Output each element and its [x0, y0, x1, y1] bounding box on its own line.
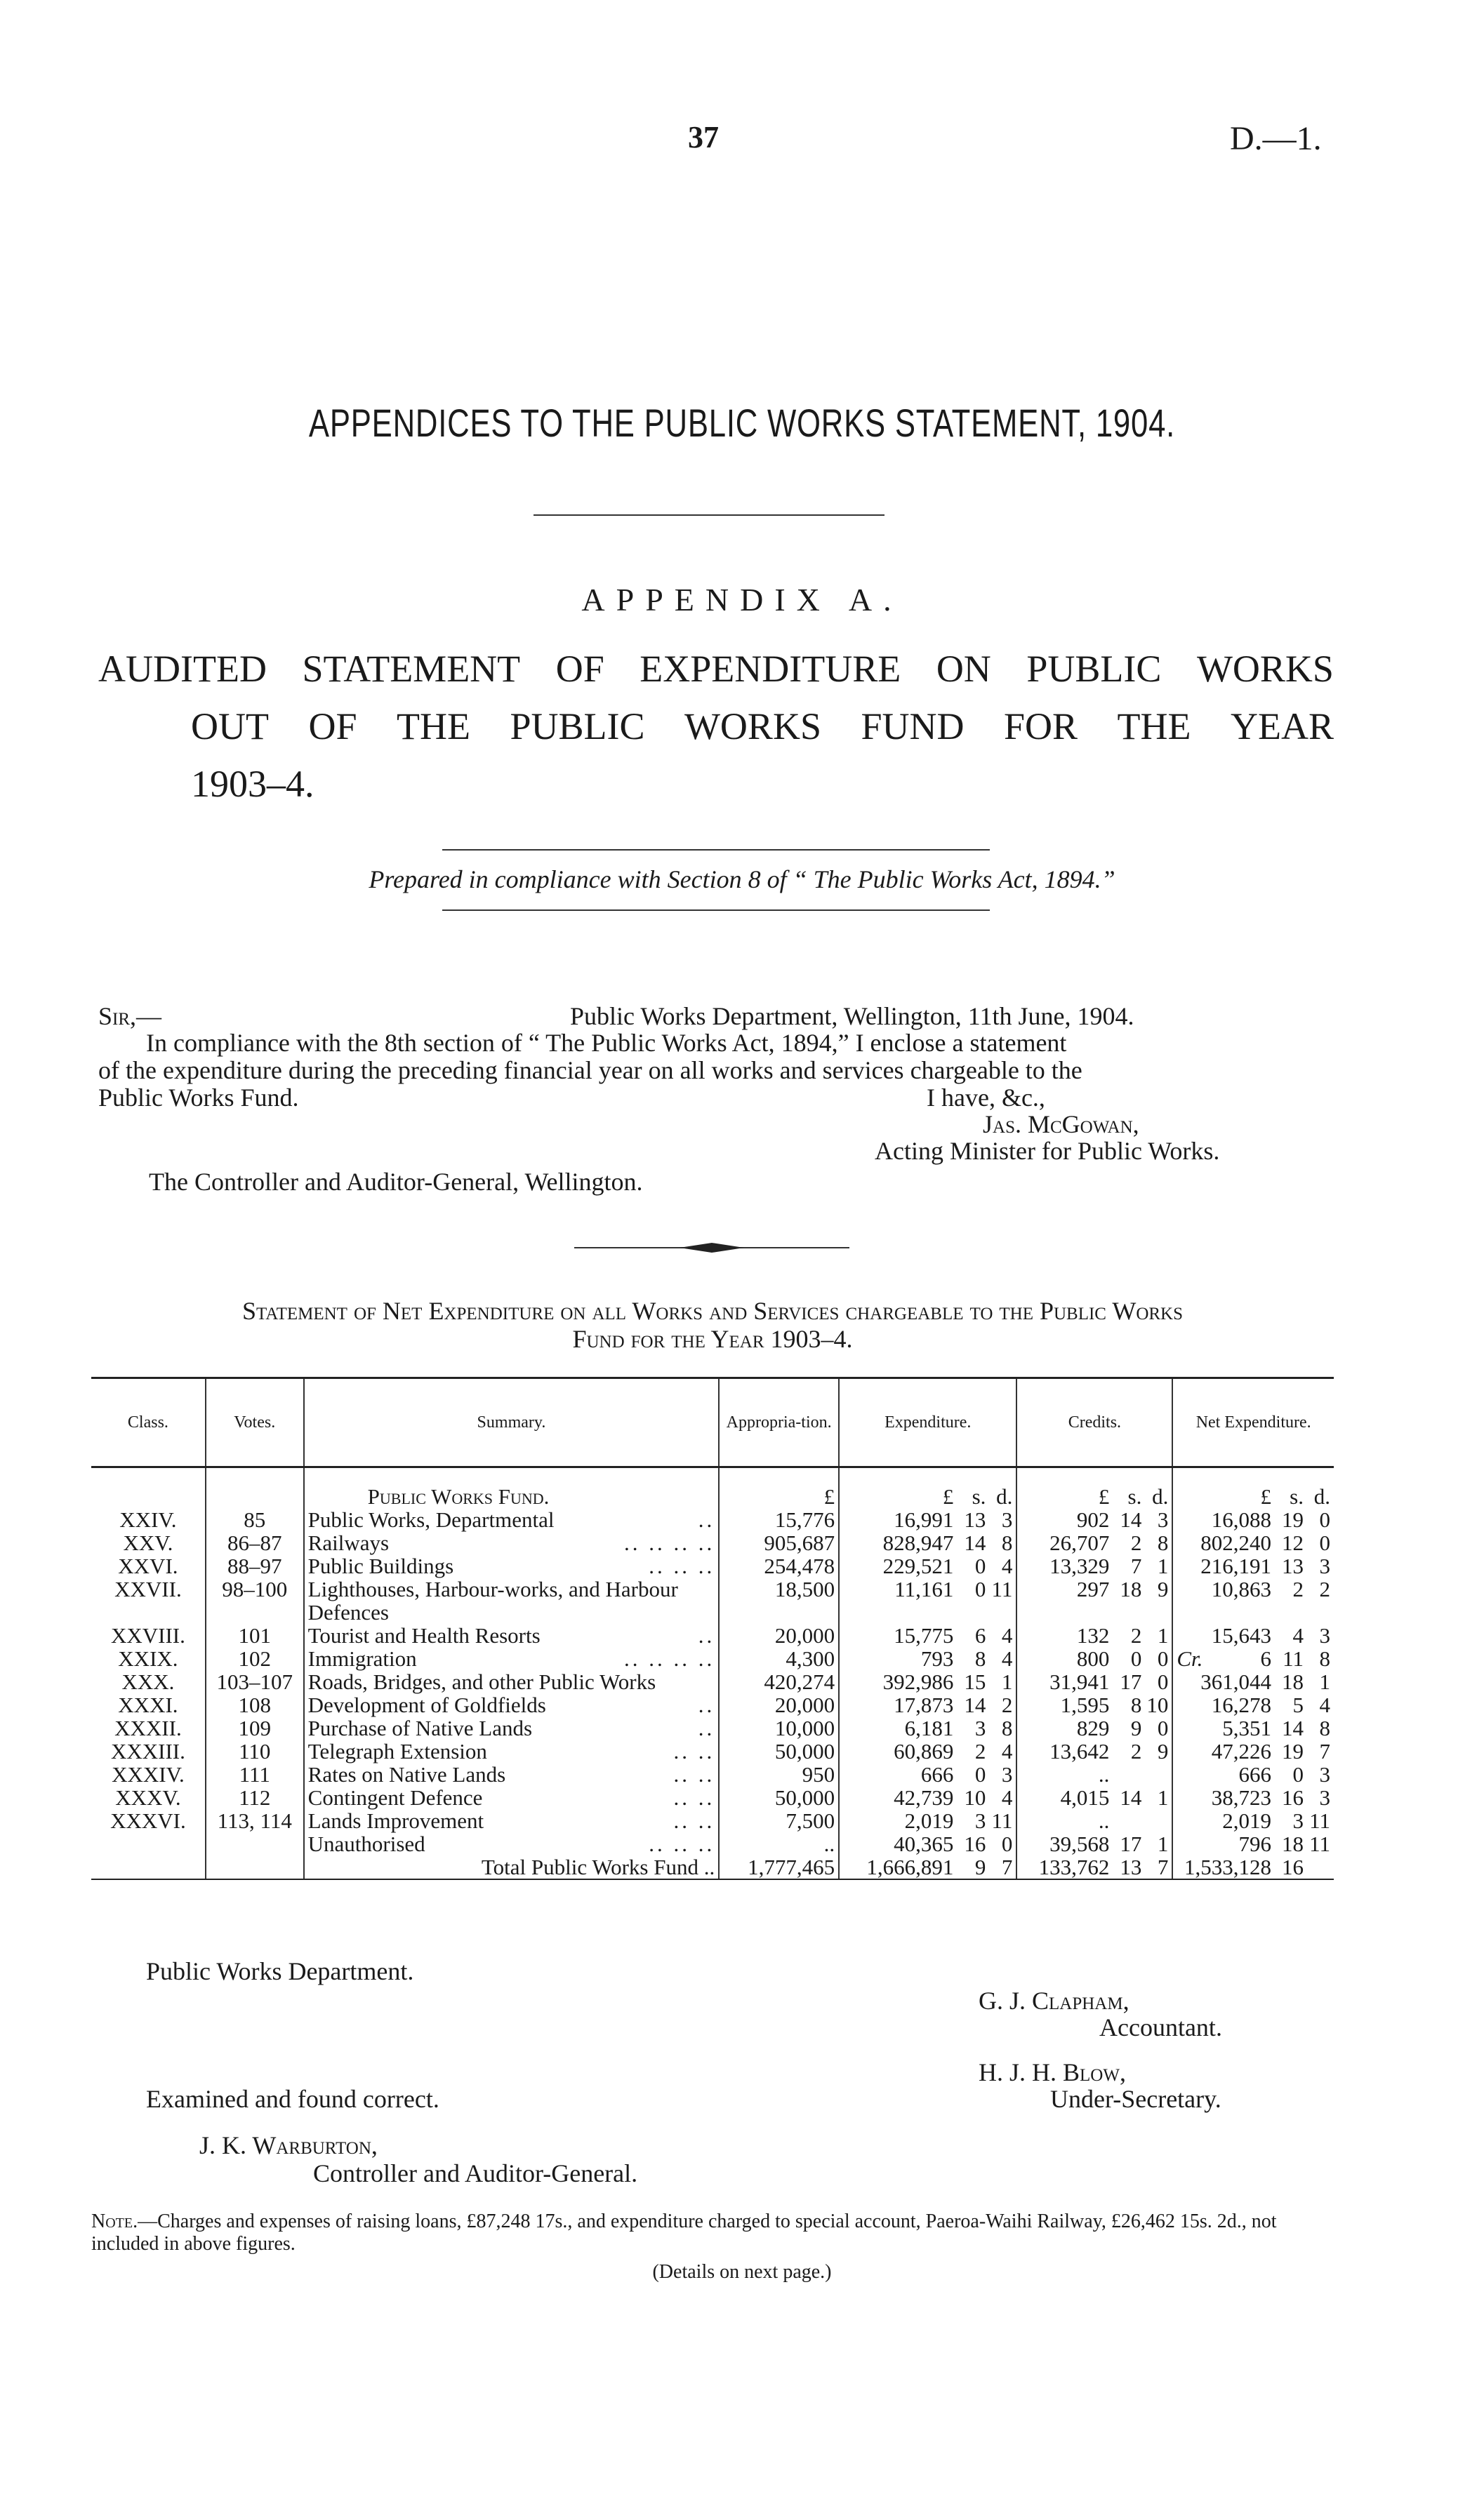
amount-pence: 9: [1157, 1739, 1169, 1764]
amount-shillings: 0: [974, 1762, 986, 1787]
ornamental-divider: [574, 1241, 849, 1255]
votes-cell: 88–97: [206, 1554, 304, 1578]
leader-dots: .. ..: [673, 1739, 715, 1764]
letter-signatory-title: Acting Minister for Public Works.: [875, 1137, 1220, 1165]
amount-shillings: 18: [1120, 1577, 1142, 1601]
class-cell: XXXIV.: [112, 1762, 185, 1787]
heading-line-3: 1903–4.: [191, 763, 314, 805]
appropriation-cell: 50,000: [719, 1740, 839, 1763]
amount-pence: 11: [991, 1808, 1013, 1833]
title-divider: [534, 514, 885, 516]
amount-shillings: 14: [964, 1531, 986, 1555]
amount-shillings: 15: [964, 1669, 986, 1694]
letter-place-date: Public Works Department, Wellington, 11th June, 1904.: [570, 1002, 1134, 1030]
amount-shillings: 19: [1282, 1507, 1304, 1532]
amount-pence: 8: [1319, 1646, 1330, 1671]
amount-pence: [1141, 1763, 1168, 1786]
amount-pounds: 133,762: [1038, 1855, 1110, 1879]
votes-cell: 113, 114: [206, 1809, 304, 1832]
table-row: [91, 1554, 1334, 1578]
class-cell: XXIV.: [119, 1507, 177, 1532]
amount-pence: 3: [1319, 1554, 1330, 1578]
summary-cell: [304, 1786, 720, 1809]
table-row: [91, 1693, 1334, 1716]
statement-heading: [98, 640, 1334, 813]
amount-shillings: 16: [1282, 1785, 1304, 1810]
letter-closing: I have, &c.,: [927, 1084, 1045, 1112]
table-row: [91, 1740, 1334, 1763]
class-cell: XXV.: [123, 1531, 173, 1555]
prepared-note: Prepared in compliance with Section 8 of “ The Public Works Act, 1894.”: [369, 865, 1115, 893]
summary-cell: [304, 1809, 720, 1832]
table-row: [91, 1531, 1334, 1554]
amount-pence: 7: [1319, 1739, 1330, 1764]
table-row: [91, 1832, 1334, 1855]
amount-pence: 4: [1001, 1646, 1013, 1671]
signature-accountant-name: G. J. Clapham,: [979, 1987, 1129, 2015]
leader-dots: .. ..: [673, 1785, 715, 1810]
amount-pounds: 1,595: [1060, 1693, 1110, 1717]
summary-text: Unauthorised: [307, 1832, 425, 1856]
votes-cell: 109: [206, 1716, 304, 1740]
statement-title-line-2: Fund for the Year 1903–4.: [572, 1325, 853, 1353]
diamond-rule-icon: [574, 1241, 849, 1255]
amount-shillings: 18: [1282, 1669, 1304, 1694]
amount-pence: 3: [1001, 1507, 1013, 1532]
unit-pence: d.: [996, 1484, 1013, 1509]
votes-cell: 85: [206, 1508, 304, 1531]
leader-dots: .. .. .. ..: [623, 1646, 715, 1671]
table-header-row: [91, 1378, 1334, 1467]
unit-pounds: £: [1098, 1484, 1110, 1509]
summary-text: Lighthouses, Harbour-works, and Harbour Defences: [307, 1577, 678, 1625]
summary-text: Roads, Bridges, and other Public Works: [307, 1669, 656, 1694]
letter-body-line-2: of the expenditure during the preceding financial year on all works and services chargeable to the: [98, 1056, 1082, 1084]
summary-cell: [304, 1624, 720, 1647]
appropriation-cell: 905,687: [719, 1531, 839, 1554]
document-title: APPENDICES TO THE PUBLIC WORKS STATEMENT, 1904.: [308, 401, 1176, 445]
amount-pounds: 5,351: [1222, 1716, 1271, 1740]
signature-undersec-name: H. J. H. Blow,: [979, 2058, 1126, 2086]
votes-cell: 101: [206, 1624, 304, 1647]
amount-pence: 4: [1001, 1554, 1013, 1578]
leader-dots: .. ..: [673, 1808, 715, 1833]
unit-shillings: s.: [1127, 1484, 1142, 1509]
class-cell: XXXIII.: [110, 1739, 185, 1764]
prepared-rule-top: [442, 849, 990, 851]
amount-shillings: 16: [1282, 1855, 1304, 1879]
section-row: [91, 1467, 1334, 1509]
summary-cell: [304, 1740, 720, 1763]
amount-pence: 7: [1001, 1855, 1013, 1879]
letter-addressee: The Controller and Auditor-General, Wellington.: [149, 1168, 643, 1196]
amount-pence: 1: [1157, 1832, 1169, 1856]
table-row: [91, 1670, 1334, 1693]
signature-examined: Examined and found correct.: [146, 2085, 439, 2113]
leader-dots: .. .. ..: [649, 1832, 715, 1856]
appendix-label: APPENDIX A.: [581, 582, 903, 618]
amount-pence: 8: [1001, 1716, 1013, 1740]
amount-pence: 1: [1001, 1669, 1013, 1694]
amount-shillings: 8: [1130, 1693, 1142, 1717]
summary-text: Lands Improvement: [307, 1808, 484, 1833]
amount-pence: 0: [1157, 1646, 1169, 1671]
amount-pence: 2: [1001, 1693, 1013, 1717]
amount-pence: 0: [1319, 1531, 1330, 1555]
leader-dots: ..: [698, 1716, 715, 1740]
amount-shillings: 8: [974, 1646, 986, 1671]
amount-pounds: 802,240: [1200, 1531, 1271, 1555]
section-label: Public Works Fund.: [304, 1467, 720, 1509]
amount-pounds: 39,568: [1049, 1832, 1110, 1856]
total-appropriation: 1,777,465: [719, 1855, 839, 1879]
amount-pence: 4: [1001, 1739, 1013, 1764]
amount-pence: 11: [1309, 1808, 1330, 1833]
amount-pounds: 361,044: [1200, 1669, 1271, 1694]
summary-cell: [304, 1554, 720, 1578]
amount-pence: 8: [1001, 1531, 1013, 1555]
amount-pence: [1141, 1809, 1168, 1832]
appropriation-cell: 950: [719, 1763, 839, 1786]
appropriation-cell: 254,478: [719, 1554, 839, 1578]
votes-cell: 108: [206, 1693, 304, 1716]
summary-cell: [304, 1693, 720, 1716]
amount-pence: 7: [1157, 1855, 1169, 1879]
appropriation-cell: 420,274: [719, 1670, 839, 1693]
amount-shillings: 0: [1130, 1646, 1142, 1671]
amount-pounds: 17,873: [894, 1693, 954, 1717]
table-row: [91, 1578, 1334, 1624]
table-row: [91, 1809, 1334, 1832]
summary-cell: [304, 1531, 720, 1554]
signature-dept: Public Works Department.: [146, 1957, 414, 1985]
amount-shillings: 17: [1120, 1832, 1142, 1856]
amount-pounds: 42,739: [894, 1785, 954, 1810]
credit-prefix: Cr.: [1177, 1646, 1203, 1671]
amount-shillings: 10: [964, 1785, 986, 1810]
amount-pounds: 26,707: [1049, 1531, 1110, 1555]
amount-shillings: 13: [1120, 1855, 1142, 1879]
letter-salutation: Sir,—: [98, 1002, 162, 1030]
amount-shillings: 2: [1292, 1577, 1304, 1601]
appropriation-cell: 10,000: [719, 1716, 839, 1740]
amount-pounds: 15,643: [1211, 1623, 1271, 1648]
amount-shillings: 2: [1130, 1531, 1142, 1555]
letter-signatory: Jas. McGowan,: [983, 1110, 1139, 1138]
amount-shillings: 9: [1130, 1716, 1142, 1740]
appropriation-cell: 20,000: [719, 1693, 839, 1716]
amount-pence: 3: [1001, 1762, 1013, 1787]
unit-shillings: s.: [972, 1484, 986, 1509]
amount-shillings: 5: [1292, 1693, 1304, 1717]
amount-shillings: [1109, 1763, 1141, 1786]
table-row: [91, 1624, 1334, 1647]
summary-cell: [304, 1578, 720, 1624]
votes-cell: 112: [206, 1786, 304, 1809]
amount-shillings: 7: [1130, 1554, 1142, 1578]
amount-pence: 1: [1157, 1785, 1169, 1810]
amount-pence: 4: [1001, 1623, 1013, 1648]
amount-shillings: 13: [1282, 1554, 1304, 1578]
letter-body-line-1: In compliance with the 8th section of “ The Public Works Act, 1894,” I enclose a statement: [146, 1029, 1067, 1057]
amount-pounds: 216,191: [1200, 1554, 1271, 1578]
amount-shillings: 13: [964, 1507, 986, 1532]
signature-accountant-title: Accountant.: [1099, 2013, 1222, 2041]
amount-pounds: 11,161: [894, 1577, 954, 1601]
appropriation-cell: 18,500: [719, 1578, 839, 1624]
class-cell: XXXVI.: [110, 1808, 186, 1833]
amount-pounds: 229,521: [882, 1554, 954, 1578]
amount-pounds: 38,723: [1211, 1785, 1271, 1810]
amount-pounds: 1,666,891: [866, 1855, 954, 1879]
letter-body-line-3: Public Works Fund.: [98, 1084, 299, 1112]
unit-pence: d.: [1313, 1484, 1330, 1509]
amount-shillings: 9: [974, 1855, 986, 1879]
expenditure-table: [91, 1377, 1334, 1880]
amount-pence: 10: [1146, 1693, 1169, 1717]
amount-shillings: 2: [1130, 1739, 1142, 1764]
amount-pounds: 2,019: [904, 1808, 954, 1833]
amount-pence: 8: [1157, 1531, 1169, 1555]
amount-pounds: 829: [1076, 1716, 1110, 1740]
amount-pounds: ..: [1098, 1808, 1110, 1833]
header-net-expenditure: Net Expenditure.: [1172, 1378, 1334, 1467]
class-cell: [91, 1832, 206, 1855]
amount-pence: 11: [1309, 1832, 1330, 1856]
summary-text: Telegraph Extension: [307, 1739, 487, 1764]
amount-shillings: 14: [1282, 1716, 1304, 1740]
amount-pounds: 392,986: [882, 1669, 954, 1694]
amount-shillings: 0: [974, 1577, 986, 1601]
amount-shillings: 0: [1292, 1762, 1304, 1787]
amount-pounds: 31,941: [1049, 1669, 1110, 1694]
class-cell: XXIX.: [118, 1646, 178, 1671]
summary-cell: [304, 1670, 720, 1693]
statement-title: [91, 1297, 1334, 1353]
amount-pence: 9: [1157, 1577, 1169, 1601]
amount-shillings: 0: [974, 1554, 986, 1578]
amount-shillings: 11: [1283, 1646, 1304, 1671]
table-row: [91, 1647, 1334, 1670]
leader-dots: .. .. ..: [649, 1554, 715, 1578]
leader-dots: ..: [698, 1693, 715, 1717]
appropriation-cell: 15,776: [719, 1508, 839, 1531]
amount-pence: 0: [1319, 1507, 1330, 1532]
amount-pounds: 6: [1260, 1646, 1271, 1671]
amount-shillings: 2: [974, 1739, 986, 1764]
header-expenditure: Expenditure.: [839, 1378, 1016, 1467]
leader-dots: .. ..: [673, 1762, 715, 1787]
summary-text: Public Buildings: [307, 1554, 454, 1578]
amount-pence: 1: [1319, 1669, 1330, 1694]
total-row: [91, 1855, 1334, 1879]
amount-pounds: 800: [1076, 1646, 1110, 1671]
amount-pence: 3: [1157, 1507, 1169, 1532]
footnote: [91, 2211, 1341, 2255]
amount-pence: 4: [1319, 1693, 1330, 1717]
unit-shillings: s.: [1290, 1484, 1304, 1509]
amount-shillings: 16: [964, 1832, 986, 1856]
amount-shillings: 6: [974, 1623, 986, 1648]
signature-undersec-title: Under-Secretary.: [1050, 2085, 1221, 2113]
amount-pounds: 132: [1076, 1623, 1110, 1648]
amount-pence: 1: [1157, 1623, 1169, 1648]
appropriation-cell: ..: [719, 1832, 839, 1855]
amount-shillings: 18: [1282, 1832, 1304, 1856]
summary-cell: [304, 1716, 720, 1740]
continued-note: (Details on next page.): [652, 2261, 832, 2283]
class-cell: XXVI.: [118, 1554, 178, 1578]
appropriation-cell: 7,500: [719, 1809, 839, 1832]
amount-pounds: 666: [1238, 1762, 1271, 1787]
header-credits: Credits.: [1016, 1378, 1172, 1467]
votes-cell: 103–107: [206, 1670, 304, 1693]
table-row: [91, 1716, 1334, 1740]
summary-text: Tourist and Health Resorts: [307, 1623, 541, 1648]
signature-auditor-title: Controller and Auditor-General.: [313, 2159, 638, 2187]
amount-pounds: 47,226: [1211, 1739, 1271, 1764]
leader-dots: .. .. .. ..: [623, 1531, 715, 1555]
summary-text: Railways: [307, 1531, 390, 1555]
amount-pence: 0: [1157, 1669, 1169, 1694]
amount-pence: 8: [1319, 1716, 1330, 1740]
table-row: [91, 1508, 1334, 1531]
appropriation-cell: 20,000: [719, 1624, 839, 1647]
amount-pounds: 666: [920, 1762, 954, 1787]
document-reference: D.—1.: [1230, 120, 1322, 157]
summary-cell: [304, 1832, 720, 1855]
amount-pence: 0: [1001, 1832, 1013, 1856]
appropriation-cell: 50,000: [719, 1786, 839, 1809]
amount-pence: 2: [1319, 1577, 1330, 1601]
class-cell: XXXI.: [118, 1693, 178, 1717]
table-row: [91, 1786, 1334, 1809]
footnote-text: —Charges and expenses of raising loans, £87,248 17s., and expenditure charged to special account, Paeroa-Waihi Railway, £26,462 15s. 2d., not included in above figures.: [91, 2211, 1277, 2255]
class-cell: XXVIII.: [110, 1623, 185, 1648]
footnote-label: Note.: [91, 2211, 138, 2232]
amount-pounds: 297: [1076, 1577, 1110, 1601]
class-cell: XXXII.: [114, 1716, 182, 1740]
amount-pence: [1304, 1855, 1330, 1879]
amount-pence: 11: [991, 1577, 1013, 1601]
summary-text: Public Works, Departmental: [307, 1507, 555, 1532]
header-summary: Summary.: [304, 1378, 720, 1467]
page-number: 37: [688, 120, 719, 154]
appropriation-cell: 4,300: [719, 1647, 839, 1670]
amount-shillings: 2: [1130, 1623, 1142, 1648]
amount-pounds: 793: [920, 1646, 954, 1671]
votes-cell: 86–87: [206, 1531, 304, 1554]
amount-pounds: 16,088: [1211, 1507, 1271, 1532]
amount-pence: 0: [1157, 1716, 1169, 1740]
summary-cell: [304, 1763, 720, 1786]
leader-dots: ..: [698, 1623, 715, 1648]
amount-pence: 4: [1001, 1785, 1013, 1810]
table-row: [91, 1763, 1334, 1786]
amount-pounds: 13,329: [1049, 1554, 1110, 1578]
amount-pounds: 16,991: [894, 1507, 954, 1532]
votes-cell: 110: [206, 1740, 304, 1763]
unit-pounds: £: [1260, 1484, 1271, 1509]
total-label: Total Public Works Fund ..: [304, 1855, 720, 1879]
amount-pounds: 6,181: [904, 1716, 954, 1740]
amount-pounds: 828,947: [882, 1531, 954, 1555]
summary-text: Contingent Defence: [307, 1785, 483, 1810]
unit-pence: d.: [1152, 1484, 1169, 1509]
amount-shillings: 17: [1120, 1669, 1142, 1694]
summary-text: Development of Goldfields: [307, 1693, 546, 1717]
amount-shillings: [1109, 1809, 1141, 1832]
votes-cell: [206, 1832, 304, 1855]
class-cell: XXVII.: [114, 1577, 182, 1601]
amount-pounds: 15,775: [894, 1623, 954, 1648]
leader-dots: ..: [698, 1507, 715, 1532]
amount-shillings: 3: [1292, 1808, 1304, 1833]
amount-pence: 3: [1319, 1762, 1330, 1787]
amount-pounds: 796: [1238, 1832, 1271, 1856]
statement-title-line-1: Statement of Net Expenditure on all Works and Services chargeable to the Public Works: [242, 1297, 1183, 1325]
signature-auditor-name: J. K. Warburton,: [199, 2131, 378, 2159]
amount-pounds: 1,533,128: [1184, 1855, 1271, 1879]
amount-pounds: 60,869: [894, 1739, 954, 1764]
amount-pence: 3: [1319, 1785, 1330, 1810]
amount-pence: 3: [1319, 1623, 1330, 1648]
class-cell: XXXV.: [115, 1785, 181, 1810]
amount-pounds: 16,278: [1211, 1693, 1271, 1717]
amount-pounds: 2,019: [1222, 1808, 1271, 1833]
header-class: Class.: [91, 1378, 206, 1467]
amount-pounds: 10,863: [1211, 1577, 1271, 1601]
unit-pounds: £: [942, 1484, 954, 1509]
votes-cell: 98–100: [206, 1578, 304, 1624]
prepared-rule-bottom: [442, 909, 990, 911]
summary-text: Rates on Native Lands: [307, 1762, 506, 1787]
votes-cell: 102: [206, 1647, 304, 1670]
amount-shillings: 12: [1282, 1531, 1304, 1555]
amount-pounds: 40,365: [894, 1832, 954, 1856]
summary-cell: [304, 1508, 720, 1531]
amount-shillings: 14: [1120, 1785, 1142, 1810]
amount-shillings: 3: [974, 1716, 986, 1740]
amount-pounds: 902: [1076, 1507, 1110, 1532]
summary-text: Immigration: [307, 1646, 417, 1671]
votes-cell: 111: [206, 1763, 304, 1786]
summary-cell: [304, 1647, 720, 1670]
amount-pounds: 4,015: [1060, 1785, 1110, 1810]
amount-shillings: 19: [1282, 1739, 1304, 1764]
amount-shillings: 3: [974, 1808, 986, 1833]
header-votes: Votes.: [206, 1378, 304, 1467]
amount-shillings: 14: [1120, 1507, 1142, 1532]
header-appropriation: Appropria-tion.: [719, 1378, 839, 1467]
amount-shillings: 14: [964, 1693, 986, 1717]
unit-appropriation: £: [719, 1467, 839, 1509]
heading-line-1: AUDITED STATEMENT OF EXPENDITURE ON PUBLIC WORKS: [98, 648, 1334, 690]
summary-text: Purchase of Native Lands: [307, 1716, 533, 1740]
heading-line-2: OUT OF THE PUBLIC WORKS FUND FOR THE YEAR: [191, 705, 1334, 747]
amount-pounds: 13,642: [1049, 1739, 1110, 1764]
amount-pence: 1: [1157, 1554, 1169, 1578]
amount-shillings: 4: [1292, 1623, 1304, 1648]
amount-pounds: ..: [1098, 1762, 1110, 1787]
class-cell: XXX.: [121, 1669, 175, 1694]
